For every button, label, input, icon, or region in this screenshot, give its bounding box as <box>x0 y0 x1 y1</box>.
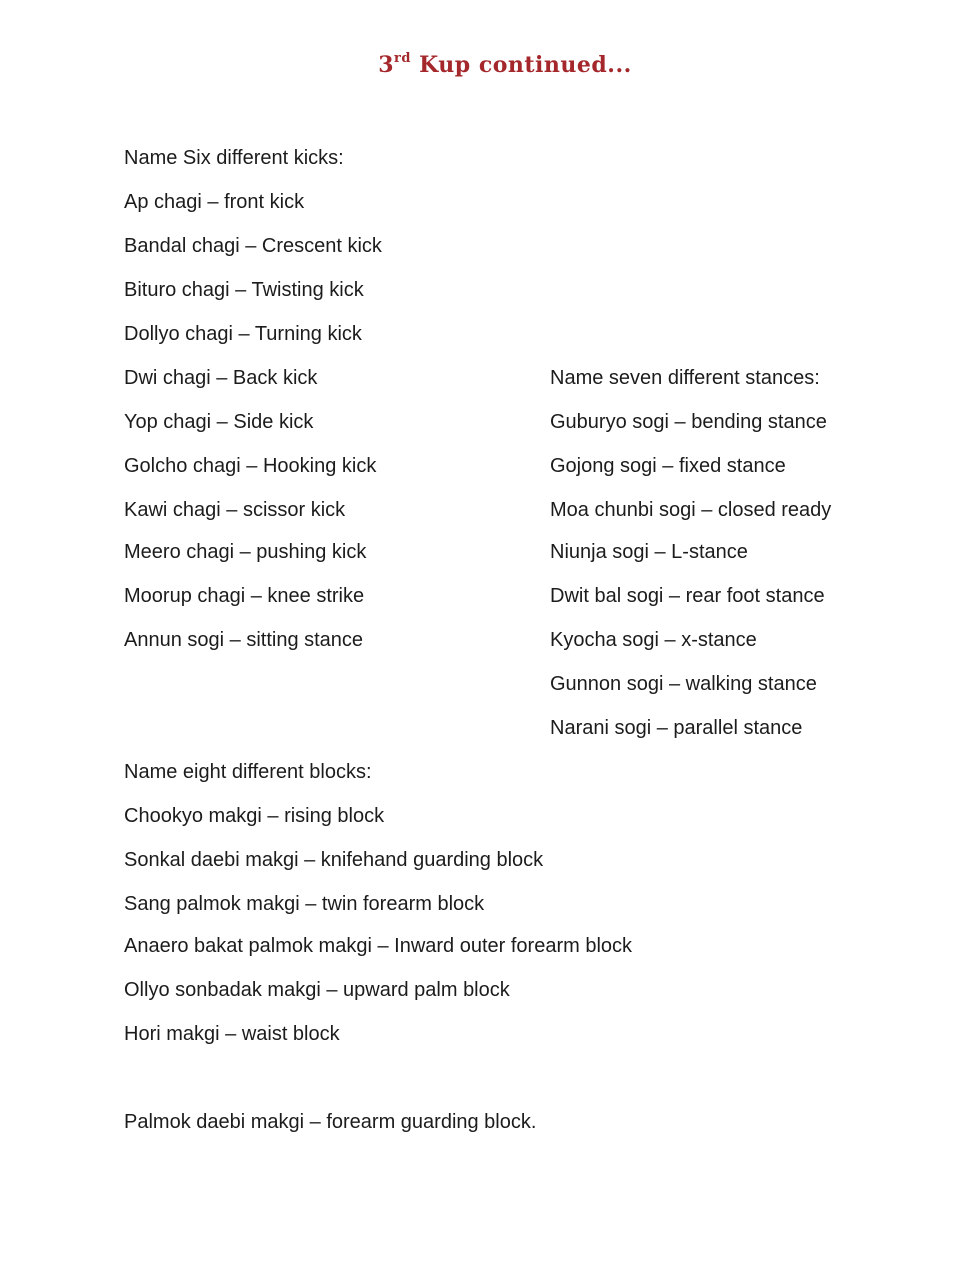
kick-item: Golcho chagi – Hooking kick <box>124 455 377 477</box>
kick-item: Bandal chagi – Crescent kick <box>124 235 382 257</box>
block-item: Sonkal daebi makgi – knifehand guarding block <box>124 849 544 871</box>
stance-item: Niunja sogi – L-stance <box>550 541 748 563</box>
stance-item: Gunnon sogi – walking stance <box>550 673 817 695</box>
kick-item: Kawi chagi – scissor kick <box>124 499 346 521</box>
kick-item: Moorup chagi – knee strike <box>124 585 365 607</box>
title-text: Kup continued... <box>411 52 632 78</box>
blocks-heading: Name eight different blocks: <box>124 761 372 783</box>
kicks-heading: Name Six different kicks: <box>124 147 344 169</box>
block-item: Anaero bakat palmok makgi – Inward outer forearm block <box>124 935 633 957</box>
block-item: Hori makgi – waist block <box>124 1023 340 1045</box>
kick-item: Bituro chagi – Twisting kick <box>124 279 364 301</box>
page-title <box>0 52 967 78</box>
block-item: Ollyo sonbadak makgi – upward palm block <box>124 979 510 1001</box>
kick-item: Dollyo chagi – Turning kick <box>124 323 362 345</box>
stance-item: Guburyo sogi – bending stance <box>550 411 827 433</box>
title-prefix: 3 <box>378 52 395 78</box>
kick-item: Meero chagi – pushing kick <box>124 541 367 563</box>
block-item: Sang palmok makgi – twin forearm block <box>124 893 485 915</box>
stance-item: Kyocha sogi – x-stance <box>550 629 757 651</box>
kick-item: Annun sogi – sitting stance <box>124 629 364 651</box>
stance-item: Dwit bal sogi – rear foot stance <box>550 585 825 607</box>
stance-item: Narani sogi – parallel stance <box>550 717 803 739</box>
kick-item: Ap chagi – front kick <box>124 191 305 213</box>
stance-item: Gojong sogi – fixed stance <box>550 455 786 477</box>
block-item-last: Palmok daebi makgi – forearm guarding block. <box>124 1111 537 1133</box>
stance-item: Moa chunbi sogi – closed ready <box>550 499 832 521</box>
kick-item: Yop chagi – Side kick <box>124 411 314 433</box>
block-item: Chookyo makgi – rising block <box>124 805 385 827</box>
stances-heading: Name seven different stances: <box>550 367 820 389</box>
kick-item: Dwi chagi – Back kick <box>124 367 318 389</box>
title-superscript: rd <box>394 50 411 66</box>
